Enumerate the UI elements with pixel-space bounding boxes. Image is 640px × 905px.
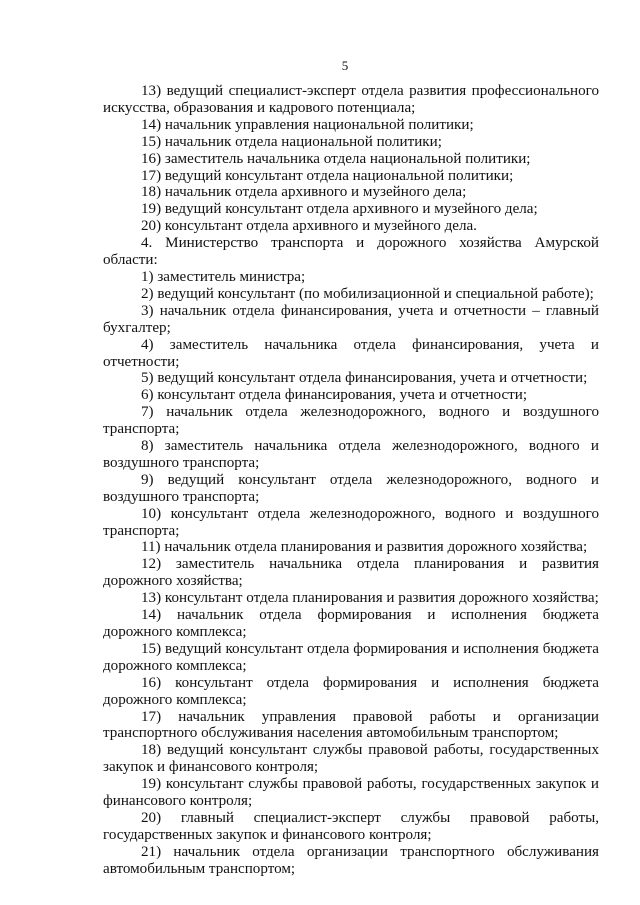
list-item: 2) ведущий консультант (по мобилизационной и специальной работе); — [141, 285, 594, 302]
list-item: 16) заместитель начальника отдела национальной политики; — [141, 150, 531, 167]
list-item: 19) ведущий консультант отдела архивного и музейного дела; — [141, 201, 538, 218]
list-item: 9) ведущий консультант отдела железнодорожного, водного и воздушного транспорта; — [103, 471, 599, 505]
list-item: 18) начальник отдела архивного и музейного дела; — [141, 184, 467, 201]
list-item: 17) ведущий консультант отдела национальной политики; — [141, 167, 514, 184]
list-item: 14) начальник управления национальной политики; — [141, 116, 474, 133]
section-heading: 4. Министерство транспорта и дорожного хозяйства Амурской области: — [103, 235, 599, 269]
page-number: 5 — [341, 58, 349, 73]
list-item: 3) начальник отдела финансирования, учета и отчетности – главный бухгалтер; — [103, 302, 599, 336]
list-item: 4) заместитель начальника отдела финансирования, учета и отчетности; — [103, 336, 599, 370]
list-item: 7) начальник отдела железнодорожного, водного и воздушного транспорта; — [103, 404, 599, 438]
list-item: 10) консультант отдела железнодорожного, водного и воздушного транспорта; — [103, 505, 599, 539]
list-item: 17) начальник управления правовой работы и организации транспортного обслуживания населения автомобильным транспортом; — [103, 708, 599, 742]
list-item: 12) заместитель начальника отдела планирования и развития дорожного хозяйства; — [103, 556, 599, 590]
list-item: 15) ведущий консультант отдела формирования и исполнения бюджета дорожного комплекса; — [103, 640, 599, 674]
list-item: 8) заместитель начальника отдела железнодорожного, водного и воздушного транспорта; — [103, 438, 599, 471]
list-item: 20) главный специалист-эксперт службы правовой работы, государственных закупок и финансового контроля; — [103, 809, 599, 843]
list-item: 13) ведущий специалист-эксперт отдела развития профессионального искусства, образования и кадрового потенциала; — [103, 83, 599, 116]
list-item: 19) консультант службы правовой работы, государственных закупок и финансового контроля; — [103, 776, 599, 810]
list-item: 1) заместитель министра; — [141, 268, 306, 285]
list-item: 18) ведущий консультант службы правовой работы, государственных закупок и финансового контроля; — [103, 742, 599, 776]
list-item: 15) начальник отдела национальной политики; — [141, 133, 442, 150]
list-item: 20) консультант отдела архивного и музейного дела. — [141, 218, 477, 235]
list-item: 21) начальник отдела организации транспортного обслуживания автомобильным транспортом; — [103, 843, 599, 877]
list-item: 16) консультант отдела формирования и исполнения бюджета дорожного комплекса; — [103, 674, 599, 708]
list-item: 13) консультант отдела планирования и развития дорожного хозяйства; — [141, 590, 599, 607]
document-body — [103, 83, 599, 878]
list-item: 14) начальник отдела формирования и исполнения бюджета дорожного комплекса; — [103, 607, 599, 640]
list-item: 11) начальник отдела планирования и развития дорожного хозяйства; — [141, 539, 588, 556]
list-item: 6) консультант отдела финансирования, учета и отчетности; — [141, 387, 528, 404]
list-item: 5) ведущий консультант отдела финансирования, учета и отчетности; — [141, 370, 588, 387]
